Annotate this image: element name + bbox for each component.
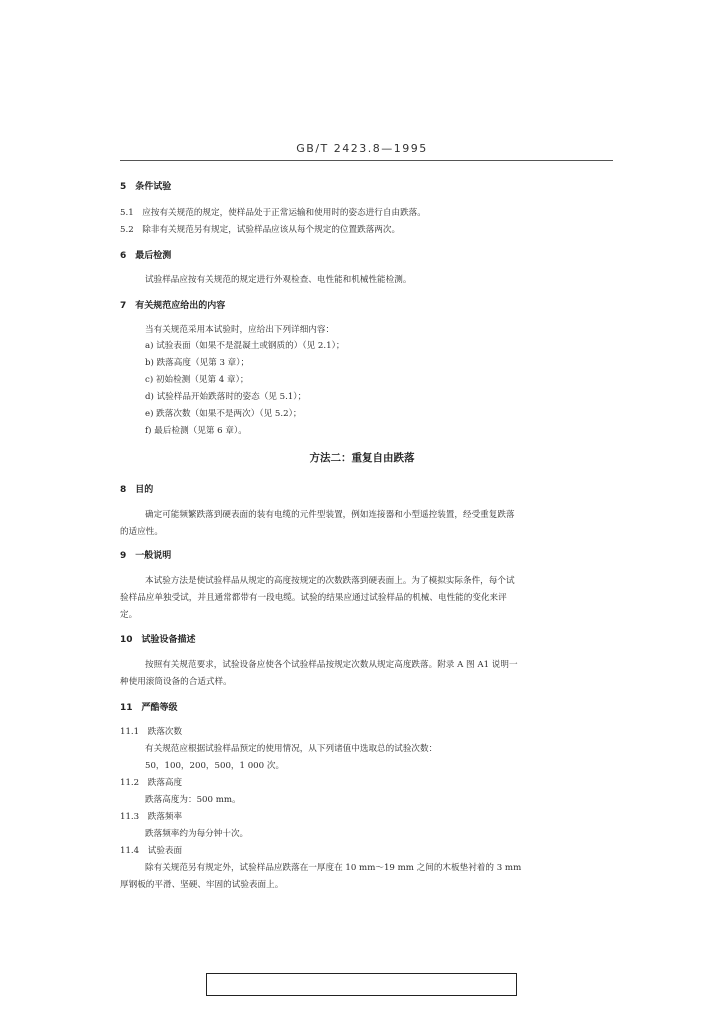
list-item-e: e) 跌落次数（如果不是两次）（见 5.2）； bbox=[145, 409, 302, 419]
section-8-line-2: 的适应性。 bbox=[120, 527, 163, 537]
list-item-a: a) 试验表面（如果不是混凝土或钢质的）（见 2.1）； bbox=[145, 341, 345, 351]
section-9-line-2: 验样品应单独受试，并且通常都带有一段电缆。试验的结果应通过试验样品的机械、电性能的变化来评 bbox=[120, 593, 507, 603]
clause-5-1: 5.1 应按有关规范的规定，使样品处于正常运输和使用时的姿态进行自由跌落。 bbox=[120, 208, 426, 218]
clause-11-4-line-2: 厚钢板的平滑、坚硬、牢固的试验表面上。 bbox=[120, 880, 284, 890]
clause-11-1-title: 11.1 跌落次数 bbox=[120, 727, 183, 737]
list-item-b: b) 跌落高度（见第 3 章）； bbox=[145, 358, 250, 368]
clause-11-4-title: 11.4 试验表面 bbox=[120, 846, 183, 856]
section-7-intro: 当有关规范采用本试验时，应给出下列详细内容： bbox=[145, 325, 335, 335]
section-9-line-3: 定。 bbox=[120, 610, 138, 620]
footer-box bbox=[206, 973, 517, 996]
section-6-heading: 6 最后检测 bbox=[120, 251, 172, 261]
section-9-heading: 9 一般说明 bbox=[120, 551, 172, 561]
clause-11-1-values: 50，100，200，500，1 000 次。 bbox=[145, 761, 285, 771]
section-5-heading: 5 条件试验 bbox=[120, 182, 172, 192]
section-10-line-1: 按照有关规范要求，试验设备应使各个试验样品按规定次数从规定高度跌落。附录 A 图 A1 说明一 bbox=[145, 660, 518, 670]
header-rule bbox=[120, 160, 613, 161]
section-8-heading: 8 目的 bbox=[120, 485, 154, 495]
section-10-line-2: 种使用滚筒设备的合适式样。 bbox=[120, 677, 232, 687]
clause-11-3-title: 11.3 跌落频率 bbox=[120, 812, 183, 822]
section-6-text: 试验样品应按有关规范的规定进行外观检查、电性能和机械性能检测。 bbox=[145, 275, 412, 285]
section-10-heading: 10 试验设备描述 bbox=[120, 635, 196, 645]
clause-11-2-title: 11.2 跌落高度 bbox=[120, 778, 183, 788]
clause-11-2-text: 跌落高度为：500 mm。 bbox=[145, 795, 241, 805]
clause-11-1-text: 有关规范应根据试验样品预定的使用情况，从下列诸值中选取总的试验次数： bbox=[145, 744, 438, 754]
list-item-c: c) 初始检测（见第 4 章）； bbox=[145, 375, 249, 385]
list-item-f: f) 最后检测（见第 6 章）。 bbox=[145, 426, 247, 436]
standard-number-header: GB/T 2423.8—1995 bbox=[296, 142, 428, 155]
clause-11-3-text: 跌落频率约为每分钟十次。 bbox=[145, 829, 249, 839]
section-9-line-1: 本试验方法是使试验样品从规定的高度按规定的次数跌落到硬表面上。为了模拟实际条件，每个试 bbox=[145, 576, 515, 586]
method-two-title: 方法二：重复自由跌落 bbox=[309, 452, 415, 464]
clause-5-2: 5.2 除非有关规范另有规定，试验样品应该从每个规定的位置跌落两次。 bbox=[120, 225, 401, 235]
section-7-heading: 7 有关规范应给出的内容 bbox=[120, 301, 226, 311]
list-item-d: d) 试验样品开始跌落时的姿态（见 5.1）； bbox=[145, 392, 307, 402]
clause-11-4-line-1: 除有关规范另有规定外，试验样品应跌落在一厚度在 10 mm～19 mm 之间的木板垫衬着的 3 mm bbox=[145, 863, 522, 873]
section-8-line-1: 确定可能频繁跌落到硬表面的装有电缆的元件型装置，例如连接器和小型遥控装置，经受重复跌落 bbox=[145, 510, 515, 520]
section-11-heading: 11 严酷等级 bbox=[120, 703, 178, 713]
